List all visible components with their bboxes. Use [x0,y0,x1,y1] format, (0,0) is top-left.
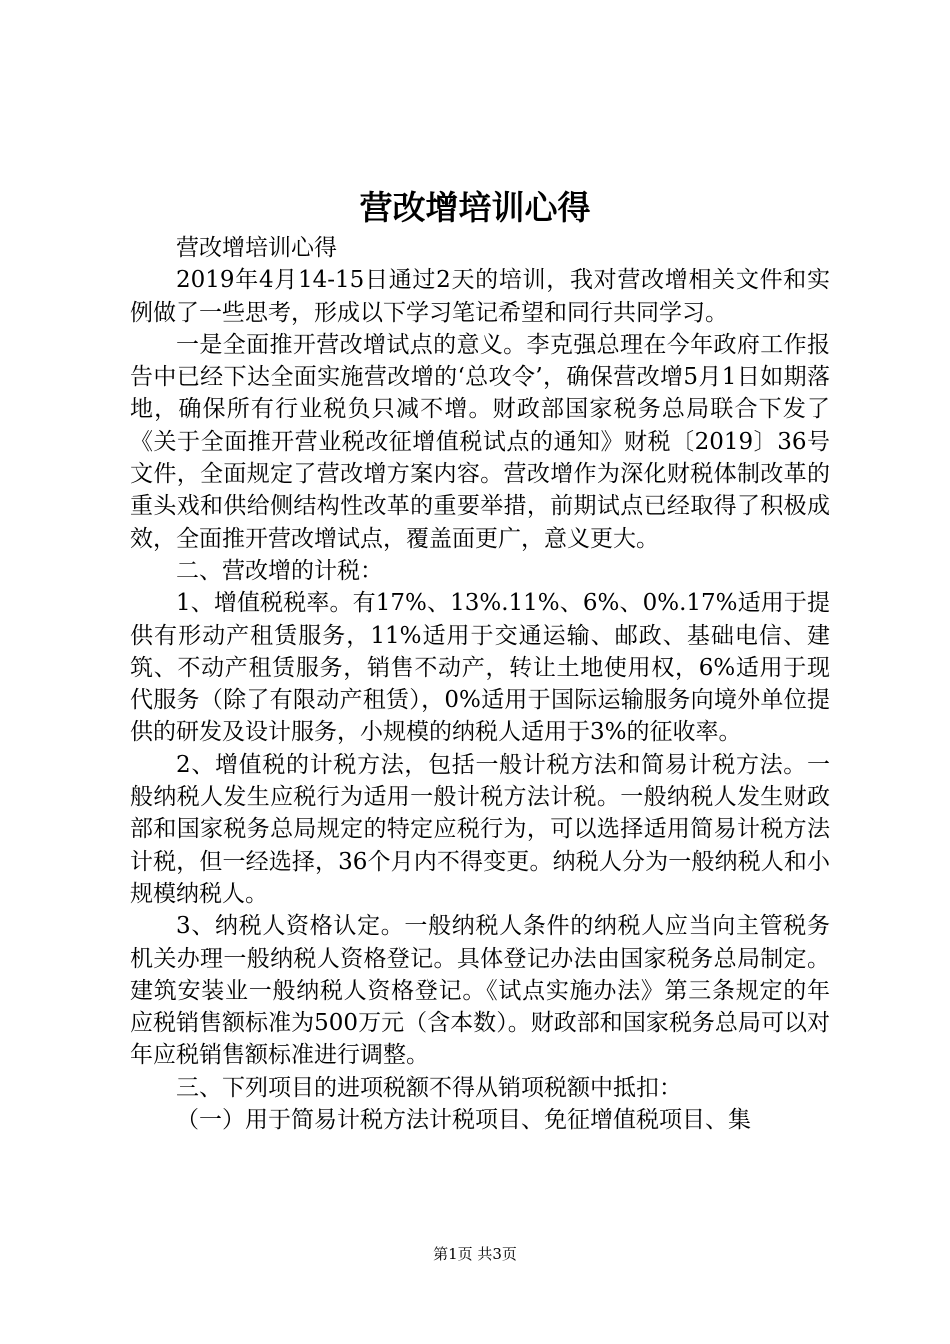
section-heading-tax-calculation: 二、营改增的计税： [176,557,383,584]
paragraph-taxpayer-qualification: 3、纳税人资格认定。一般纳税人条件的纳税人应当向主管税务机关办理一般纳税人资格登记。具体登记办法由国家税务总局制定。建筑安装业一般纳税人资格登记。《试点实施办法》第三条规定的年应税销售额标准为500万元（含本数）。财政部和国家税务总局可以对年应税销售额标准进行调整。 [130,913,830,1069]
paragraph-intro: 2019年4月14-15日通过2天的培训，我对营改增相关文件和实例做了一些思考，形成以下学习笔记希望和同行共同学习。 [130,267,830,326]
page-footer: 第1页 共3页 [433,1245,517,1263]
document-body [130,232,830,1136]
paragraph-subtitle: 营改增培训心得 [176,235,337,261]
document-title: 营改增培训心得 [359,188,591,227]
paragraph-tax-rates: 1、增值税税率。有17%、13%.11%、6%、0%.17%适用于提供有形动产租赁服务，11%适用于交通运输、邮政、基础电信、建筑、不动产租赁服务，销售不动产，转让土地使用权，6%适用于现代服务（除了有限动产租赁），0%适用于国际运输服务向境外单位提供的研发及设计服务，小规模的纳税人适用于3%的征收率。 [130,590,830,746]
paragraph-significance: 一是全面推开营改增试点的意义。李克强总理在今年政府工作报告中已经下达全面实施营改增的‘总攻令’，确保营改增5月1日如期落地，确保所有行业税负只减不增。财政部国家税务总局联合下发了《关于全面推开营业税改征增值税试点的通知》财税〔2019〕36号文件，全面规定了营改增方案内容。营改增作为深化财税体制改革的重头戏和供给侧结构性改革的重要举措，前期试点已经取得了积极成效，全面推开营改增试点，覆盖面更广，意义更大。 [130,331,830,552]
section-heading-input-tax: 三、下列项目的进项税额不得从销项税额中抵扣： [176,1074,682,1101]
paragraph-input-tax-item-1: （一）用于简易计税方法计税项目、免征增值税项目、集 [176,1107,751,1134]
paragraph-tax-methods: 2、增值税的计税方法，包括一般计税方法和简易计税方法。一般纳税人发生应税行为适用一般计税方法计税。一般纳税人发生财政部和国家税务总局规定的特定应税行为，可以选择适用简易计税方法计税，但一经选择，36个月内不得变更。纳税人分为一般纳税人和小规模纳税人。 [130,751,830,907]
